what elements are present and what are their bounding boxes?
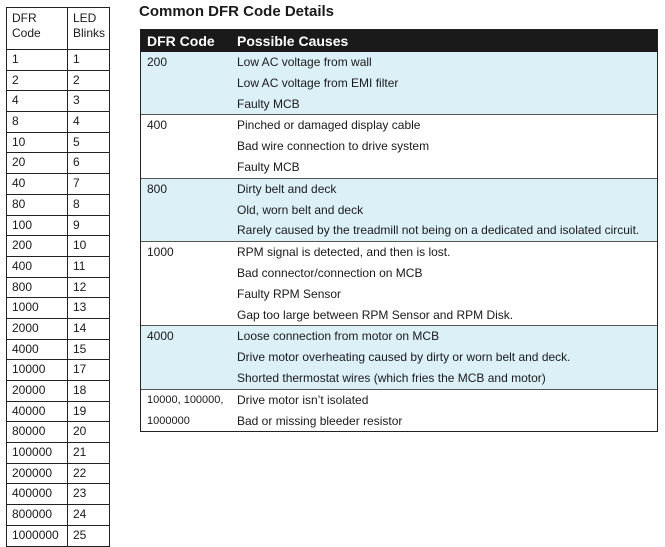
dfr-code-cell: 10000	[7, 360, 68, 381]
table-row	[7, 112, 110, 133]
blink-table-header	[7, 8, 110, 50]
group-dfr-code	[141, 179, 237, 241]
code-group-row	[141, 52, 657, 114]
dfr-code-cell: 100	[7, 215, 68, 236]
led-blinks-cell: 8	[68, 194, 110, 215]
dfr-code-cell: 1000000	[7, 525, 68, 546]
code-group-row	[141, 178, 657, 241]
led-blinks-cell: 7	[68, 174, 110, 195]
group-dfr-code-line: 200	[147, 55, 168, 69]
header-led-blinks-line2: Blinks	[73, 26, 106, 40]
cause-item: Low AC voltage from wall	[237, 55, 372, 69]
table-row	[7, 463, 110, 484]
group-dfr-code	[141, 242, 237, 325]
led-blinks-cell: 17	[68, 360, 110, 381]
cause-item: Low AC voltage from EMI filter	[237, 75, 399, 90]
group-dfr-code-line: 400	[147, 118, 168, 133]
table-row	[7, 50, 110, 71]
led-blinks-cell: 10	[68, 236, 110, 257]
dfr-code-cell: 80	[7, 194, 68, 215]
code-group-row	[141, 114, 657, 177]
led-blinks-cell: 9	[68, 215, 110, 236]
group-dfr-code	[141, 390, 237, 432]
cause-item: Bad connector/connection on MCB	[237, 265, 423, 280]
led-blinks-cell: 2	[68, 70, 110, 91]
table-row	[7, 484, 110, 505]
header-dfr-code-line2: Code	[12, 26, 41, 40]
led-blinks-cell: 11	[68, 256, 110, 277]
details-table-header	[141, 30, 657, 52]
table-row	[7, 381, 110, 402]
table-row	[7, 215, 110, 236]
led-blinks-cell: 19	[68, 401, 110, 422]
dfr-code-cell: 4000	[7, 339, 68, 360]
table-row	[7, 91, 110, 112]
dfr-code-cell: 400	[7, 256, 68, 277]
table-row	[7, 194, 110, 215]
group-causes	[237, 115, 657, 177]
group-causes	[237, 242, 657, 325]
group-dfr-code-line: 4000	[147, 329, 174, 344]
table-row	[7, 153, 110, 174]
table-row	[7, 443, 110, 464]
led-blinks-cell: 21	[68, 443, 110, 464]
table-row	[7, 401, 110, 422]
table-row	[7, 256, 110, 277]
header-dfr-code-col: DFR Code	[147, 33, 215, 49]
code-group-row	[141, 325, 657, 388]
led-blinks-cell: 5	[68, 132, 110, 153]
cause-item: Loose connection from motor on MCB	[237, 329, 440, 344]
group-dfr-code	[141, 52, 237, 114]
table-row	[7, 174, 110, 195]
table-row	[7, 505, 110, 526]
cause-item: Bad or missing bleeder resistor	[237, 413, 403, 428]
details-table-body	[141, 52, 657, 431]
cause-item: Pinched or damaged display cable	[237, 118, 421, 133]
header-led-blinks-line1: LED	[73, 11, 97, 25]
header-dfr-code-line1: DFR	[12, 11, 37, 25]
group-dfr-code-line: 1000000	[147, 414, 190, 427]
dfr-code-cell: 100000	[7, 443, 68, 464]
cause-item: Old, worn belt and deck	[237, 202, 364, 217]
group-dfr-code	[141, 115, 237, 177]
led-blinks-cell: 25	[68, 525, 110, 546]
group-causes	[237, 179, 657, 241]
dfr-code-cell: 80000	[7, 422, 68, 443]
cause-item: Drive motor overheating caused by dirty or worn belt and deck.	[237, 350, 571, 365]
led-blinks-cell: 4	[68, 112, 110, 133]
group-dfr-code	[141, 326, 237, 388]
dfr-code-cell: 40000	[7, 401, 68, 422]
table-row	[7, 360, 110, 381]
group-causes	[237, 326, 657, 388]
led-blinks-cell: 24	[68, 505, 110, 526]
dfr-code-cell: 800	[7, 277, 68, 298]
cause-item: Dirty belt and deck	[237, 181, 337, 196]
table-row	[7, 422, 110, 443]
group-causes	[237, 52, 657, 114]
header-led-blinks	[68, 8, 110, 50]
dfr-code-cell: 400000	[7, 484, 68, 505]
code-group-row	[141, 241, 657, 325]
cause-item: Gap too large between RPM Sensor and RPM Disk.	[237, 307, 514, 322]
dfr-code-cell: 2	[7, 70, 68, 91]
cause-item: Faulty MCB	[237, 159, 300, 174]
table-row	[7, 70, 110, 91]
dfr-code-cell: 10	[7, 132, 68, 153]
cause-item: Drive motor isn’t isolated	[237, 392, 369, 407]
table-row	[7, 277, 110, 298]
dfr-code-cell: 200000	[7, 463, 68, 484]
led-blinks-cell: 22	[68, 463, 110, 484]
dfr-code-cell: 1000	[7, 298, 68, 319]
dfr-code-cell: 2000	[7, 318, 68, 339]
group-causes	[237, 390, 657, 432]
led-blinks-cell: 3	[68, 91, 110, 112]
dfr-code-cell: 1	[7, 50, 68, 71]
table-row	[7, 339, 110, 360]
dfr-code-cell: 20	[7, 153, 68, 174]
led-blinks-cell: 6	[68, 153, 110, 174]
table-row	[7, 132, 110, 153]
led-blinks-cell: 12	[68, 277, 110, 298]
led-blinks-cell: 13	[68, 298, 110, 319]
dfr-code-cell: 20000	[7, 381, 68, 402]
cause-item: Faulty MCB	[237, 96, 300, 111]
cause-item: Faulty RPM Sensor	[237, 286, 342, 301]
dfr-details-table	[140, 29, 658, 432]
dfr-code-cell: 40	[7, 174, 68, 195]
table-row	[7, 298, 110, 319]
cause-item: Bad wire connection to drive system	[237, 139, 430, 154]
led-blinks-cell: 23	[68, 484, 110, 505]
blink-table-body	[7, 50, 110, 547]
table-row	[7, 525, 110, 546]
led-blinks-cell: 1	[68, 50, 110, 71]
led-blinks-cell: 18	[68, 381, 110, 402]
header-possible-causes-col: Possible Causes	[237, 33, 349, 49]
led-blinks-cell: 15	[68, 339, 110, 360]
header-dfr-code	[7, 8, 68, 50]
page-title: Common DFR Code Details	[139, 3, 335, 20]
dfr-code-cell: 200	[7, 236, 68, 257]
group-dfr-code-line: 10000, 100000,	[147, 393, 224, 406]
led-blinks-cell: 14	[68, 318, 110, 339]
cause-item: Rarely caused by the treadmill not being on a dedicated and isolated circuit.	[237, 223, 640, 238]
cause-item: Shorted thermostat wires (which fries the MCB and motor)	[237, 370, 546, 385]
dfr-code-cell: 8	[7, 112, 68, 133]
dfr-code-cell: 4	[7, 91, 68, 112]
cause-item: RPM signal is detected, and then is lost.	[237, 245, 451, 260]
table-row	[7, 318, 110, 339]
dfr-blink-table	[6, 7, 110, 547]
table-row	[7, 236, 110, 257]
code-group-row	[141, 389, 657, 432]
group-dfr-code-line: 800	[147, 181, 168, 196]
led-blinks-cell: 20	[68, 422, 110, 443]
group-dfr-code-line: 1000	[147, 245, 174, 260]
dfr-code-cell: 800000	[7, 505, 68, 526]
